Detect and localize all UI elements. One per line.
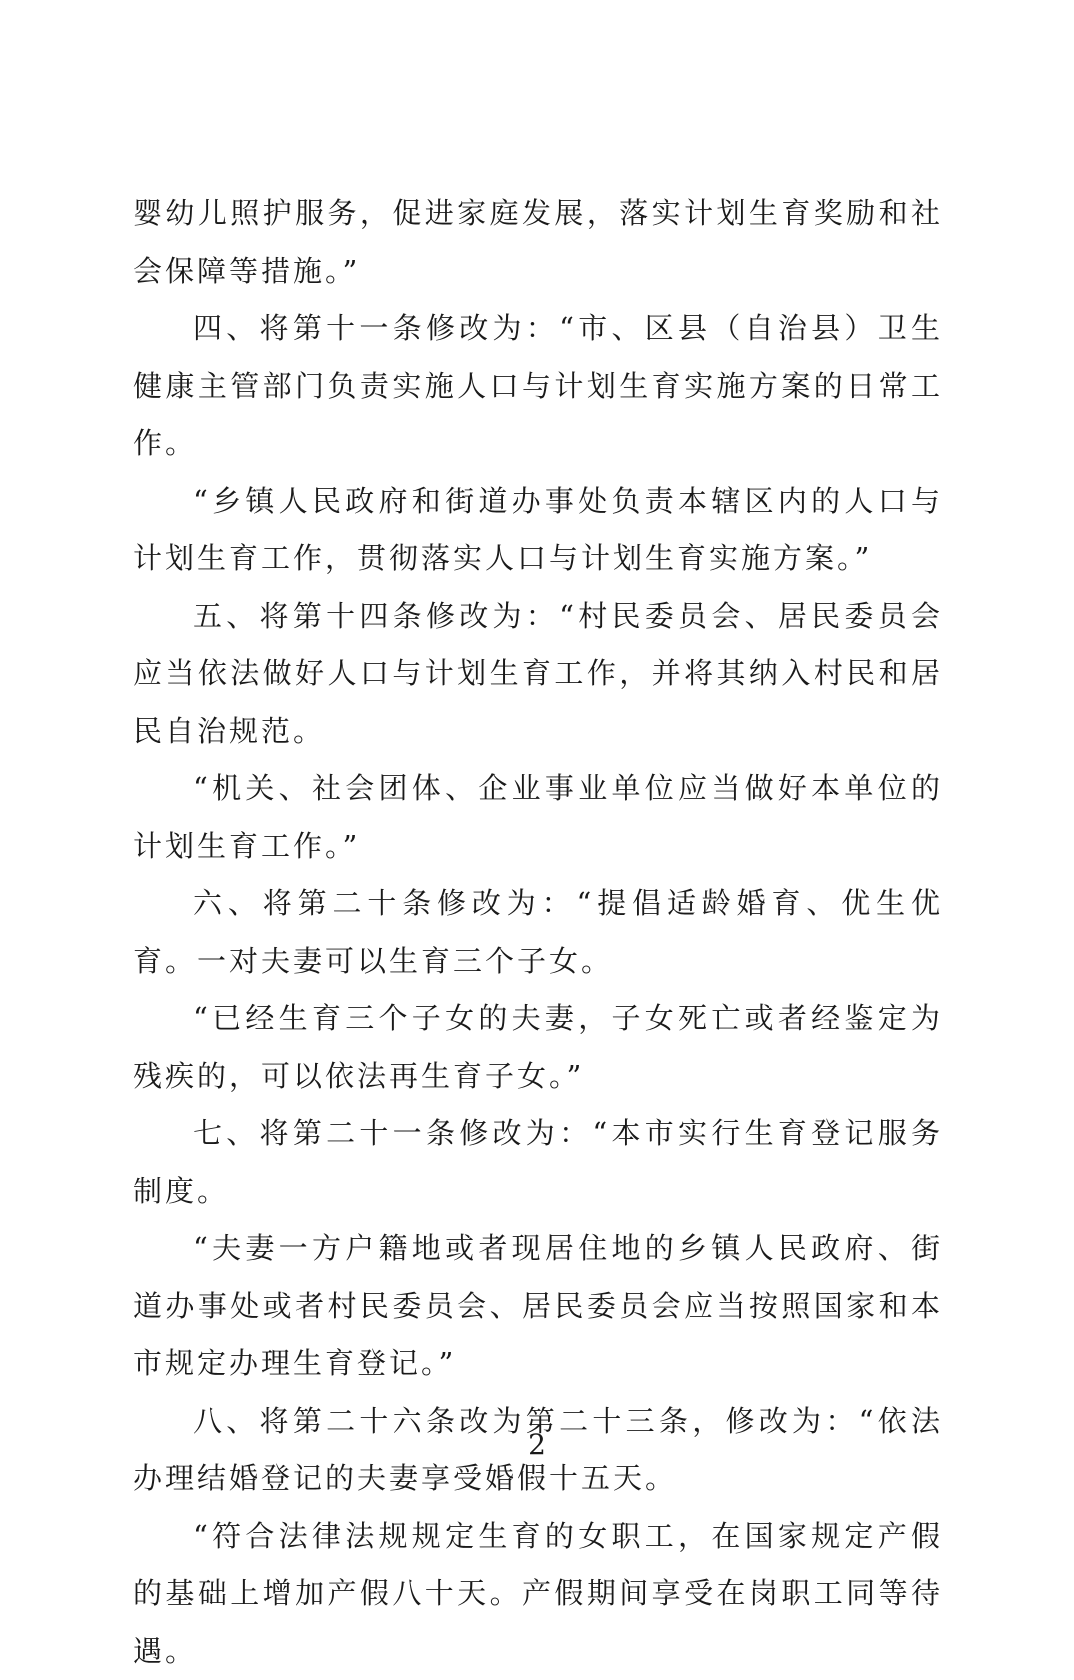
paragraph-item-7: 七、将第二十一条修改为：“本市实行生育登记服务制度。: [133, 1105, 943, 1220]
paragraph-continuation: 婴幼儿照护服务，促进家庭发展，落实计划生育奖励和社会保障等措施。”: [133, 185, 943, 300]
page-number: 2: [0, 1430, 1074, 1460]
paragraph-item-4-quote: “乡镇人民政府和街道办事处负责本辖区内的人口与计划生育工作，贯彻落实人口与计划生育实施方案。”: [133, 473, 943, 588]
paragraph-item-4: 四、将第十一条修改为：“市、区县（自治县）卫生健康主管部门负责实施人口与计划生育实施方案的日常工作。: [133, 300, 943, 473]
paragraph-item-5-quote: “机关、社会团体、企业事业单位应当做好本单位的计划生育工作。”: [133, 760, 943, 875]
paragraph-item-8-quote: “符合法律法规规定生育的女职工，在国家规定产假的基础上增加产假八十天。产假期间享受在岗职工同等待遇。: [133, 1508, 943, 1680]
paragraph-item-6: 六、将第二十条修改为：“提倡适龄婚育、优生优育。一对夫妻可以生育三个子女。: [133, 875, 943, 990]
paragraph-item-6-quote: “已经生育三个子女的夫妻，子女死亡或者经鉴定为残疾的，可以依法再生育子女。”: [133, 990, 943, 1105]
paragraph-item-7-quote: “夫妻一方户籍地或者现居住地的乡镇人民政府、街道办事处或者村民委员会、居民委员会应当按照国家和本市规定办理生育登记。”: [133, 1220, 943, 1393]
paragraph-item-8: 八、将第二十六条改为第二十三条，修改为：“依法办理结婚登记的夫妻享受婚假十五天。: [133, 1393, 943, 1508]
paragraph-item-5: 五、将第十四条修改为：“村民委员会、居民委员会应当依法做好人口与计划生育工作，并将其纳入村民和居民自治规范。: [133, 588, 943, 761]
